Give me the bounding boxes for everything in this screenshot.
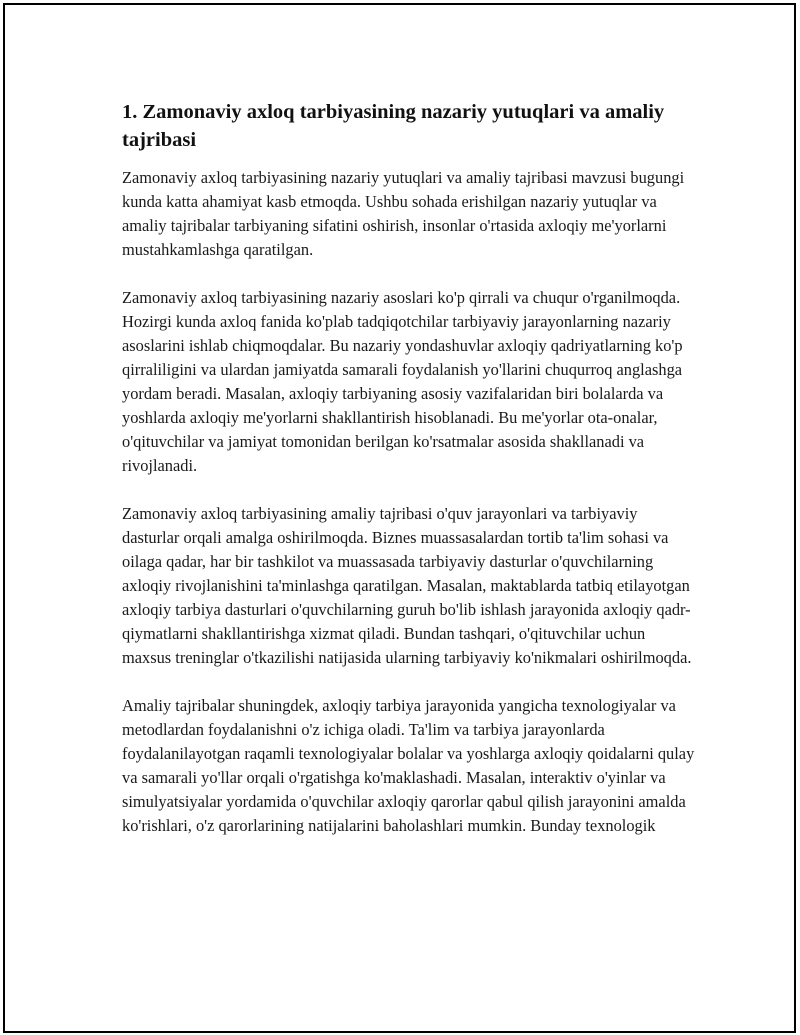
- paragraph-2: Zamonaviy axloq tarbiyasining nazariy asoslari ko'p qirrali va chuqur o'rganilmoqda. Hozirgi kunda axloq fanida ko'plab tadqiqotchilar tarbiyaviy jarayonlarning nazariy asoslarini ishlab chiqmoqdalar. Bu nazariy yondashuvlar axloqiy qadriyatlarning ko'p qirraliligini va ulardan jamiyatda samarali foydalanish yo'llarini chuqurroq anglashga yordam beradi. Masalan, axloqiy tarbiyaning asosiy vazifalaridan biri bolalarda va yoshlarda axloqiy me'yorlarni shakllantirish hisoblanadi. Bu me'yorlar ota-onalar, o'qituvchilar va jamiyat tomonidan berilgan ko'rsatmalar asosida shakllanadi va rivojlanadi.: [122, 288, 683, 475]
- page-frame: [3, 3, 796, 1033]
- paragraph-3: Zamonaviy axloq tarbiyasining amaliy tajribasi o'quv jarayonlari va tarbiyaviy dasturlar orqali amalga oshirilmoqda. Biznes muassasalardan tortib ta'lim sohasi va oilaga qadar, har bir tashkilot va muassasada tarbiyaviy dasturlar o'quvchilarning axloqiy rivojlanishini ta'minlashga qaratilgan. Masalan, maktablarda tatbiq etilayotgan axloqiy tarbiya dasturlari o'quvchilarning guruh bo'lib ishlash jarayonida axloqiy qadr-qiymatlarni shakllantirishga xizmat qiladi. Bundan tashqari, o'qituvchilar uchun maxsus treninglar o'tkazilishi natijasida ularning tarbiyaviy ko'nikmalari oshirilmoqda.: [122, 504, 692, 667]
- section-heading: 1. Zamonaviy axloq tarbiyasining nazariy yutuqlari va amaliy tajribasi: [122, 101, 665, 151]
- document-body: [122, 98, 697, 862]
- paragraph-1: Zamonaviy axloq tarbiyasining nazariy yutuqlari va amaliy tajribasi mavzusi bugungi kunda katta ahamiyat kasb etmoqda. Ushbu sohada erishilgan nazariy yutuqlar va amaliy tajribalar tarbiyaning sifatini oshirish, insonlar o'rtasida axloqiy me'yorlarni mustahkamlashga qaratilgan.: [122, 168, 685, 259]
- paragraph-4: Amaliy tajribalar shuningdek, axloqiy tarbiya jarayonida yangicha texnologiyalar va metodlardan foydalanishni o'z ichiga oladi. Ta'lim va tarbiya jarayonlarda foydalanilayotgan raqamli texnologiyalar bolalar va yoshlarga axloqiy qoidalarni qulay va samarali yo'llar orqali o'rgatishga ko'maklashadi. Masalan, interaktiv o'yinlar va simulyatsiyalar yordamida o'quvchilar axloqiy qarorlar qabul qilish jarayonini amalda ko'rishlari, o'z qarorlarining natijalarini baholashlari mumkin. Bunday texnologik: [122, 696, 695, 835]
